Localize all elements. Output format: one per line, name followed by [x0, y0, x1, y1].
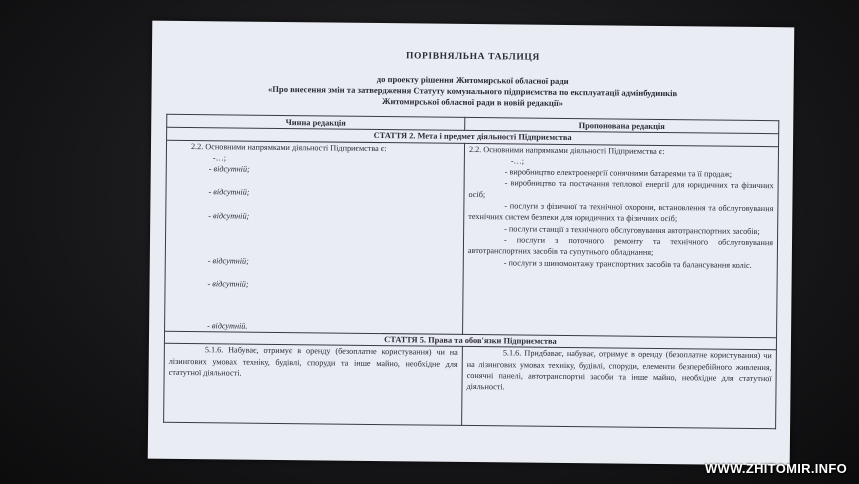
proposed-item: - послуги з фізичної та технічної охорони, встановлення та обслуговування технічних систем безпеки для юридичних та фізичних осіб; [468, 201, 774, 224]
proposed-item: - виробництво та постачання теплової енергії для юридичних та фізичних осіб; [468, 178, 774, 199]
proposed-clause-5-1-6: 5.1.6. Придбаває, набуває, отримує в оренду (безоплатне користування) чи на лізингових умовах техніку, будівлі, споруди, елементи безперебійного живлення, сонячні панелі, автотранспортні засоби та інше майно, необхідне для статутної діяльності. [466, 348, 772, 392]
subtitle-line-2: «Про внесення змін та затвердження Статуту комунального підприємства по експлуатації адмінбудинків [267, 83, 678, 99]
site-watermark: WWW.ZHITOMIR.INFO [704, 461, 847, 476]
section-title-article-2: СТАТТЯ 2. Мета і предмет діяльності Підприємства [167, 128, 779, 147]
current-clause-5-1-6: 5.1.6. Набуває, отримує в оренду (безоплатне користування) чи на лізингових умовах техніку, будівлі, споруди та інше майно, необхідне для статутної діяльності. [168, 345, 458, 378]
proposed-item: - виробництво електроенергії сонячними батареями та її продаж; [504, 167, 733, 179]
subtitle-line-1: до проекту рішення Житомирської обласної ради [376, 74, 569, 87]
absent-item: - відсутній; [208, 164, 250, 174]
absent-item: - відсутній; [208, 211, 250, 221]
table-row-article-5 [164, 344, 777, 429]
table-row-article-2 [165, 140, 779, 338]
header-proposed: Пропонована редакція [465, 117, 779, 134]
proposed-cell-article-5 [462, 347, 777, 429]
absent-item: - відсутній. [207, 320, 248, 331]
current-cell-article-5 [164, 344, 463, 426]
proposed-item: - послуги з поточного ремонту та технічного обслуговування автотранспортних засобів та супутнього обладнання; [467, 235, 774, 258]
current-cell-article-2 [165, 140, 465, 334]
document-sheet [148, 21, 795, 466]
comparison-table [163, 114, 779, 430]
section-title-article-5: СТАТТЯ 5. Права та обов'язки Підприємства [164, 331, 776, 350]
proposed-item: - послуги з шиномонтажу транспортних засобів та балансування коліс. [503, 257, 752, 270]
proposed-intro: 2.2. Основними напрямками діяльності Підприємства є: [468, 144, 665, 156]
proposed-item: - послуги станції з технічного обслуговування автотранспортних засобів; [504, 224, 760, 236]
absent-item: - відсутній; [207, 256, 249, 266]
document-title: ПОРІВНЯЛЬНА ТАБЛИЦЯ [406, 51, 540, 63]
proposed-dots: -…; [510, 156, 525, 166]
absent-item: - відсутній; [208, 187, 250, 198]
header-current: Чинна редакція [167, 114, 465, 130]
proposed-cell-article-2 [463, 143, 779, 338]
subtitle-line-3: Житомирської обласної ради в новій редакції» [381, 96, 564, 108]
current-dots: -…; [212, 153, 227, 163]
current-intro: 2.2. Основними напрямками діяльності Підприємства є: [190, 141, 387, 153]
absent-item: - відсутній; [207, 279, 249, 290]
